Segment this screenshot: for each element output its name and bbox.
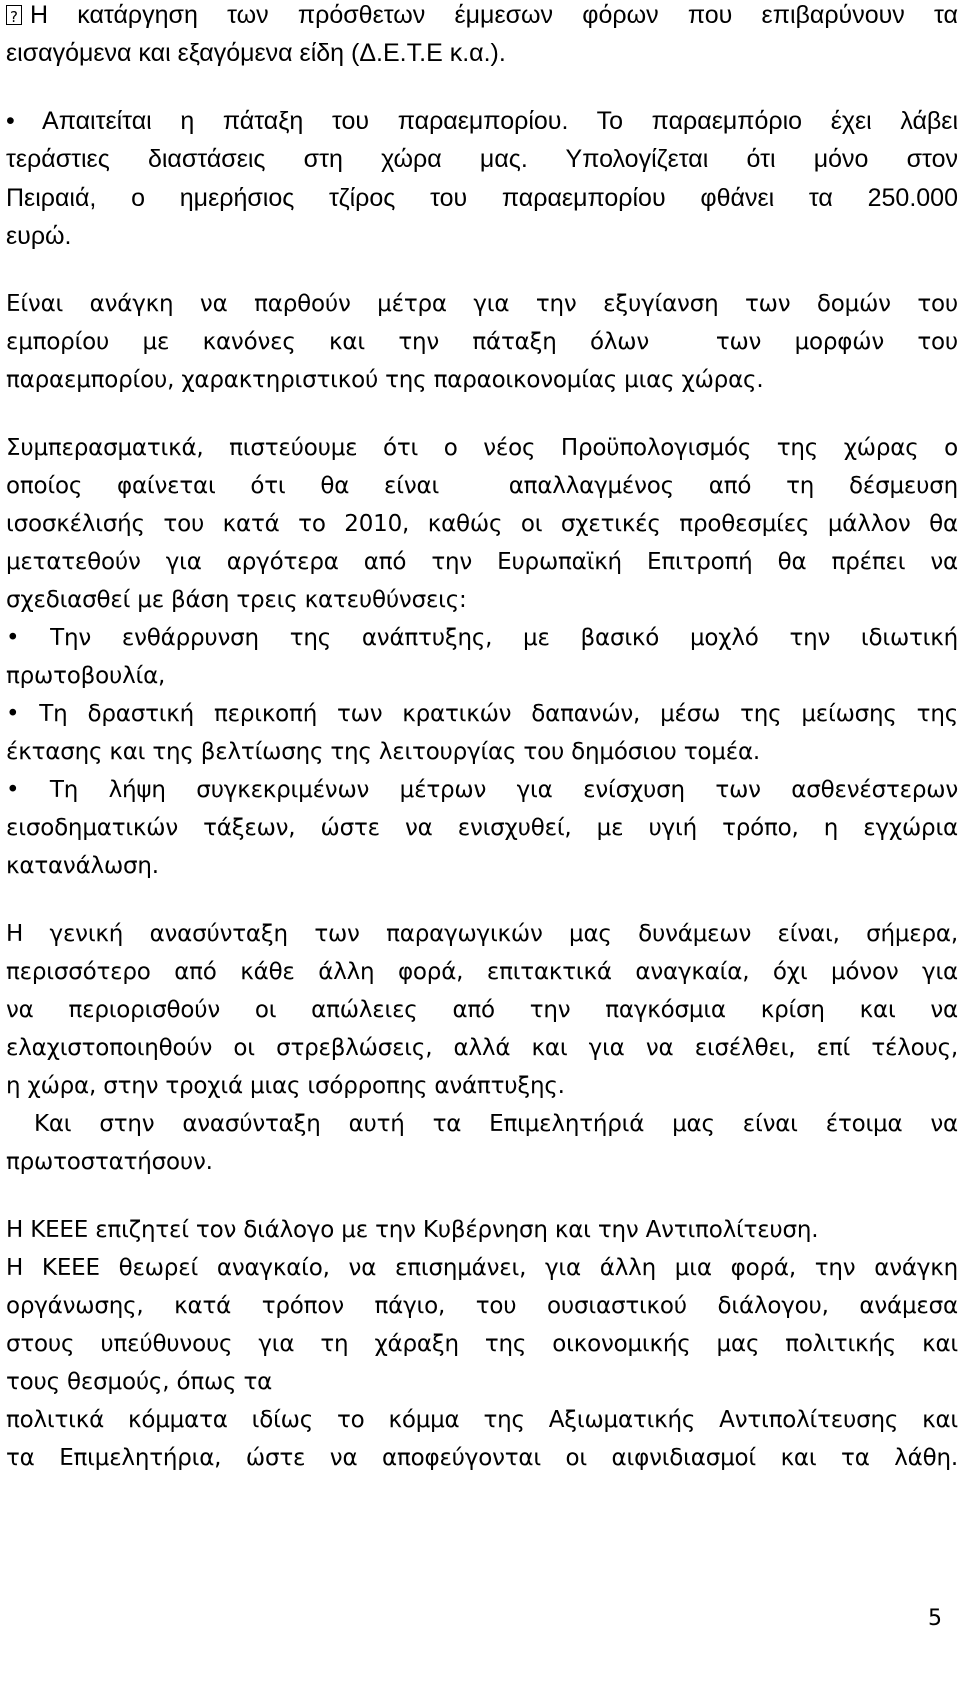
text-line: Είναι ανάγκη να παρθούν μέτρα για την εξυγίανση των δομών του <box>6 291 958 317</box>
text-line: εμπορίου με κανόνες και την πάταξη όλων των μορφών του <box>6 329 958 355</box>
text-line: ισοσκέλισής του κατά το 2010, καθώς οι σχετικές προθεσμίες μάλλον θα <box>6 511 958 537</box>
text-line: πρωτοστατήσουν. <box>6 1149 213 1175</box>
page-number: 5 <box>928 1606 942 1631</box>
text-line: στους υπεύθυνους για τη χάραξη της οικονομικής μας πολιτικής και <box>6 1331 958 1357</box>
text-line: ?Η κατάργηση των πρόσθετων έμμεσων φόρων που επιβαρύνουν τα <box>6 0 958 30</box>
text-line: περισσότερο από κάθε άλλη φορά, επιτακτικά αναγκαία, όχι μόνον για <box>6 959 958 985</box>
text-line: πολιτικά κόμματα ιδίως το κόμμα της Αξιωματικής Αντιπολίτευσης και <box>6 1407 958 1433</box>
text-line: οποίος φαίνεται ότι θα είναι απαλλαγμένος από τη δέσμευση <box>6 473 958 499</box>
text-line: οργάνωσης, κατά τρόπον πάγιο, του ουσιαστικού διάλογου, ανάμεσα <box>6 1293 958 1319</box>
text-line: η χώρα, στην τροχιά μιας ισόρροπης ανάπτυξης. <box>6 1073 565 1099</box>
text-line: Πειραιά, ο ημερήσιος τζίρος του παραεμπορίου φθάνει τα 250.000 <box>6 184 958 212</box>
text-line: εισοδηματικών τάξεων, ώστε να ενισχυθεί, με υγιή τρόπο, η εγχώρια <box>6 815 958 841</box>
text-line: σχεδιασθεί με βάση τρεις κατευθύνσεις: <box>6 587 467 613</box>
text-line: Και στην ανασύνταξη αυτή τα Επιμελητήριά μας είναι έτοιμα να <box>6 1111 958 1137</box>
text-line: κατανάλωση. <box>6 853 159 879</box>
text-line: ελαχιστοποιηθούν οι στρεβλώσεις, αλλά και για να εισέλθει, επί τέλους, <box>6 1035 958 1061</box>
text-line: να περιορισθούν οι απώλειες από την παγκόσμια κρίση και να <box>6 997 958 1023</box>
bullet-line: • Την ενθάρρυνση της ανάπτυξης, με βασικό μοχλό την ιδιωτική <box>6 625 958 651</box>
text-line: τα Επιμελητήρια, ώστε να αποφεύγονται οι αιφνιδιασμοί και τα λάθη. <box>6 1445 958 1471</box>
bullet-line: • Τη δραστική περικοπή των κρατικών δαπανών, μέσω της μείωσης της <box>6 701 958 727</box>
text-line: τους θεσμούς, όπως τα <box>6 1369 273 1395</box>
bullet-line: • Απαιτείται η πάταξη του παραεμπορίου. Το παραεμπόριο έχει λάβει <box>6 107 958 135</box>
text-line: Συμπερασματικά, πιστεύουμε ότι ο νέος Προϋπολογισμός της χώρας ο <box>6 435 958 461</box>
bullet-line: • Τη λήψη συγκεκριμένων μέτρων για ενίσχυση των ασθενέστερων <box>6 777 958 803</box>
text-line: Η γενική ανασύνταξη των παραγωγικών μας δυνάμεων είναι, σήμερα, <box>6 921 958 947</box>
text-line: παραεμπορίου, χαρακτηριστικού της παραοικονομίας μιας χώρας. <box>6 367 764 393</box>
text-line: πρωτοβουλία, <box>6 663 166 689</box>
text-line: μετατεθούν για αργότερα από την Ευρωπαϊκή Επιτροπή θα πρέπει να <box>6 549 958 575</box>
text-line: εισαγόμενα και εξαγόμενα είδη (Δ.Ε.Τ.Ε κ.α.). <box>6 39 506 67</box>
text-line: ευρώ. <box>6 222 72 250</box>
missing-glyph-icon <box>6 5 22 25</box>
text-line: Η ΚΕΕΕ επιζητεί τον διάλογο με την Κυβέρνηση και την Αντιπολίτευση. <box>6 1217 819 1243</box>
text-line: τεράστιες διαστάσεις στη χώρα μας. Υπολογίζεται ότι μόνο στον <box>6 145 958 173</box>
text-line: Η ΚΕΕΕ θεωρεί αναγκαίο, να επισημάνει, για άλλη μια φορά, την ανάγκη <box>6 1255 958 1281</box>
text-line: έκτασης και της βελτίωσης της λειτουργίας του δημόσιου τομέα. <box>6 739 761 765</box>
